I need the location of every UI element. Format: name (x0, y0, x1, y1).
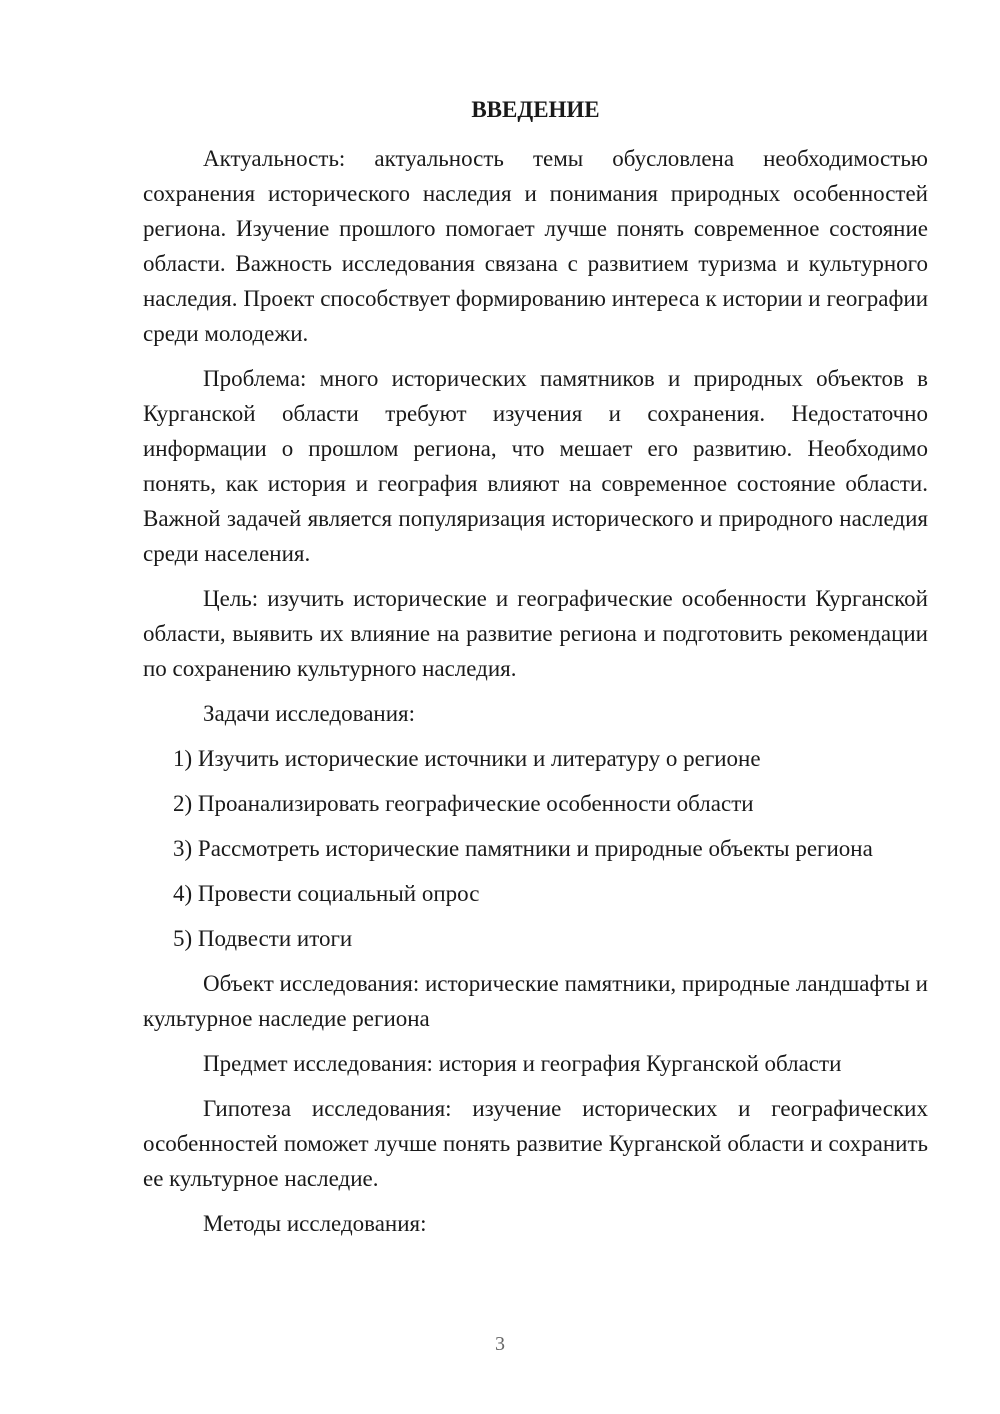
list-item-task-4: 4) Провести социальный опрос (173, 881, 480, 906)
list-item-task-5: 5) Подвести итоги (173, 926, 353, 951)
paragraph-subject: Предмет исследования: история и география Курганской области (203, 1051, 842, 1076)
document-page (143, 92, 928, 1251)
paragraph-relevance: Актуальность: актуальность темы обусловлена необходимостью сохранения исторического наследия и понимания природных особенностей региона. Изучение прошлого помогает лучше понять современное состояние области. Важность исследования связана с развитием туризма и культурного наследия. Проект способствует формированию интереса к истории и географии среди молодежи. (143, 146, 928, 346)
list-item-task-3: 3) Рассмотреть исторические памятники и природные объекты региона (173, 836, 873, 861)
paragraph-goal: Цель: изучить исторические и географические особенности Курганской области, выявить их влияние на развитие региона и подготовить рекомендации по сохранению культурного наследия. (143, 586, 928, 681)
methods-heading: Методы исследования: (203, 1211, 427, 1236)
list-item-task-1: 1) Изучить исторические источники и литературу о регионе (173, 746, 761, 771)
paragraph-object: Объект исследования: исторические памятники, природные ландшафты и культурное наследие региона (143, 971, 928, 1031)
section-title: ВВЕДЕНИЕ (471, 97, 600, 122)
paragraph-problem: Проблема: много исторических памятников и природных объектов в Курганской области требуют изучения и сохранения. Недостаточно информации о прошлом региона, что мешает его развитию. Необходимо понять, как история и география влияют на современное состояние области. Важной задачей является популяризация исторического и природного наследия среди населения. (143, 366, 928, 566)
page-number: 3 (495, 1333, 505, 1355)
paragraph-hypothesis: Гипотеза исследования: изучение исторических и географических особенностей поможет лучше понять развитие Курганской области и сохранить ее культурное наследие. (143, 1096, 928, 1191)
list-item-task-2: 2) Проанализировать географические особенности области (173, 791, 754, 816)
tasks-heading: Задачи исследования: (203, 701, 416, 726)
